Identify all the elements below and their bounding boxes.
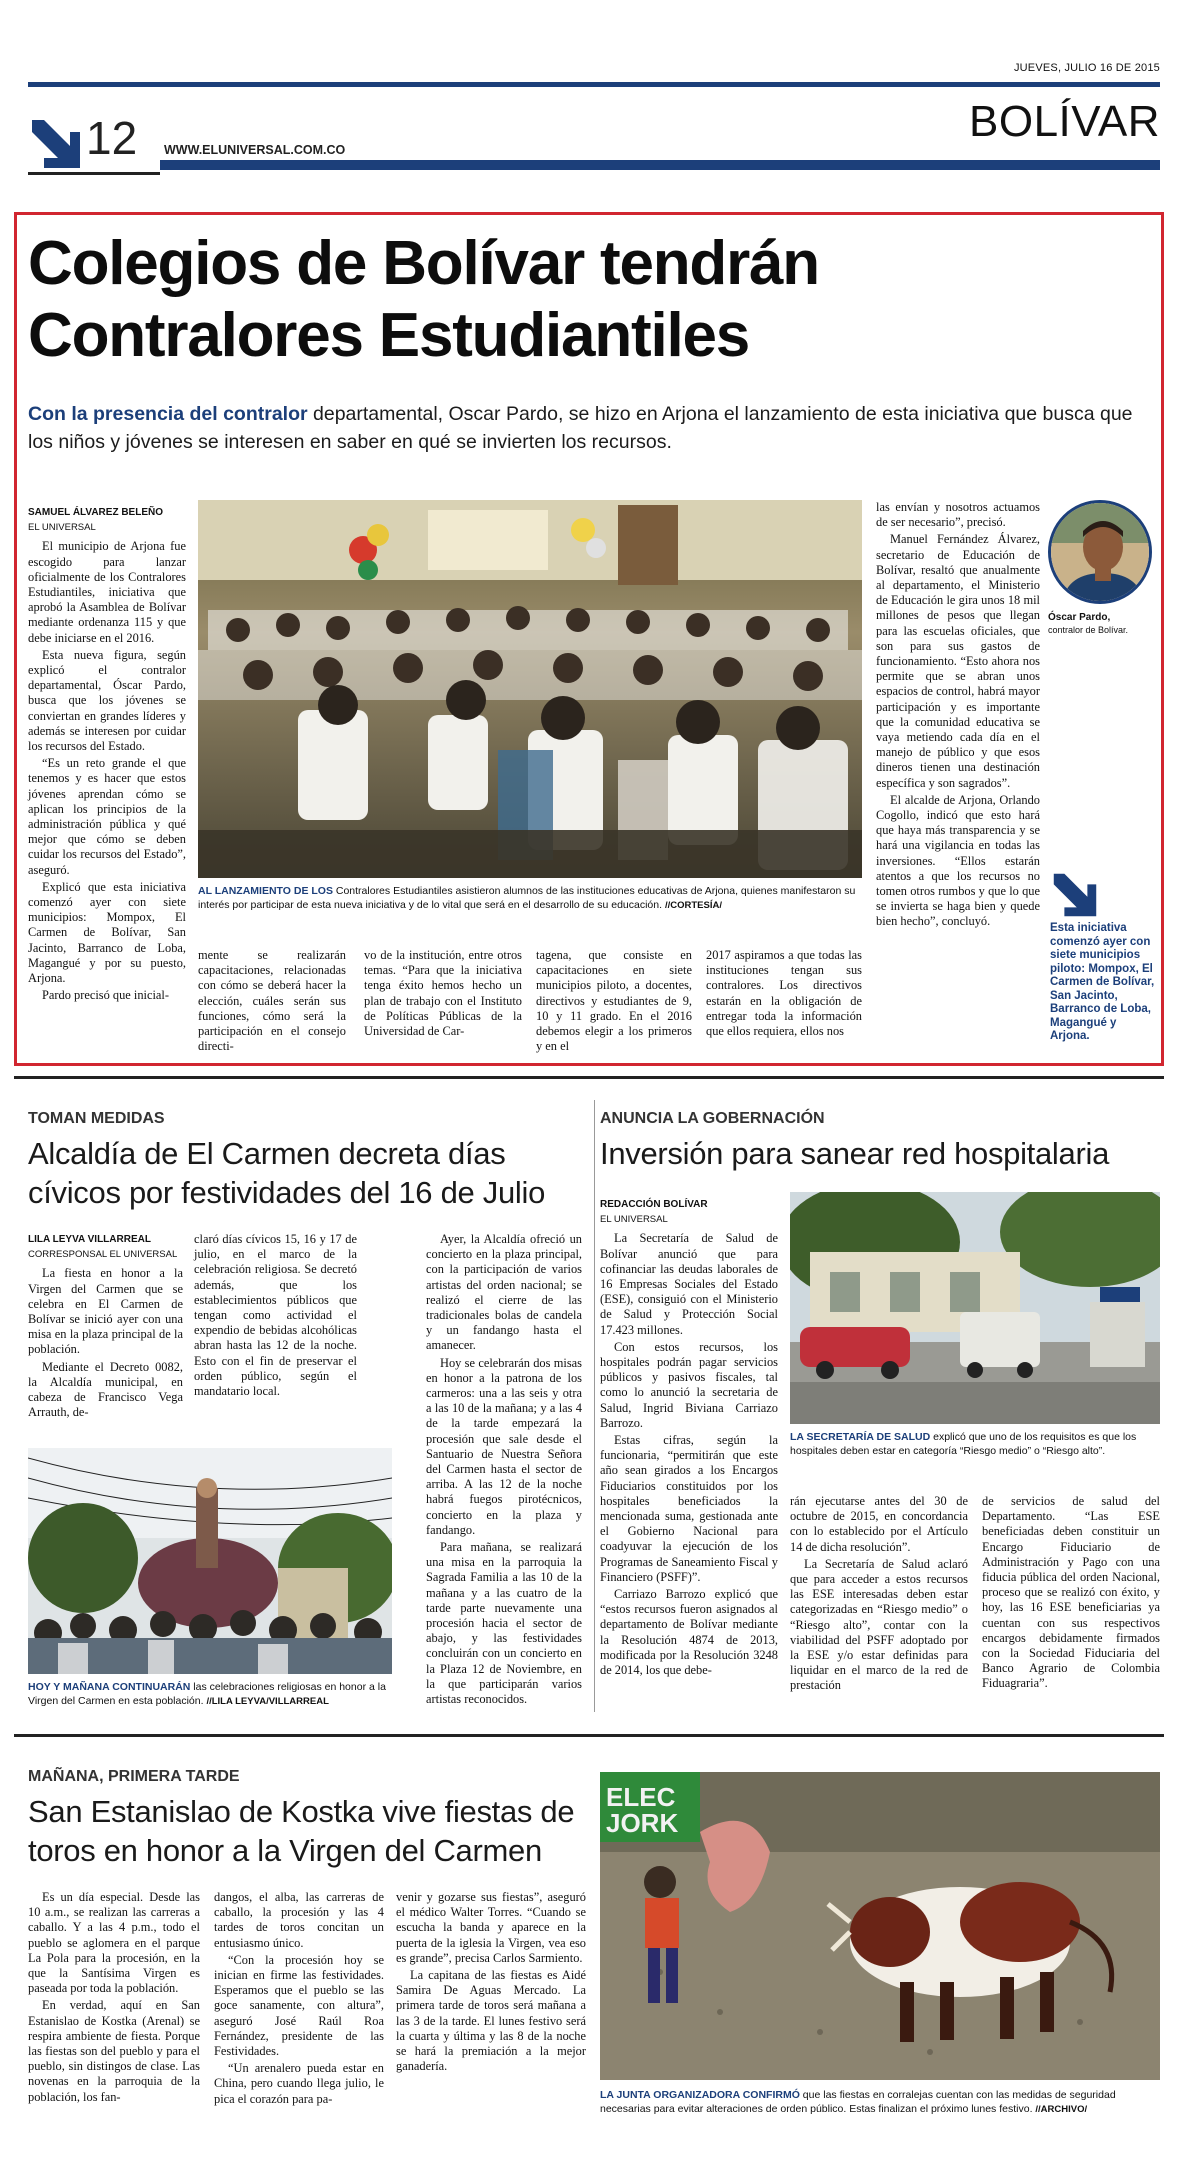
carmen-byline: LILA LEYVA VILLARREAL xyxy=(28,1234,151,1245)
caption-text: las celebraciones religiosas en honor a la Virgen del Carmen en esta población. xyxy=(28,1681,386,1707)
paragraph: Para mañana, se realizará una misa en la parroquia la Sagrada Familia a las 10 de la mañana y a las cuatro de la tarde parte nuevamente una procesión hacia el sector de abajo, y las festividades concluirán con un concierto en la Plaza 12 de Noviembre, en la que participarán varios artistas reconocidos. xyxy=(426,1540,582,1707)
caption-lead: HOY Y MAÑANA CONTINUARÁN xyxy=(28,1681,191,1693)
paragraph: las envían y nosotros actuamos de ser necesario”, precisó. xyxy=(876,500,1040,530)
main-deck-lead: Con la presencia del contralor xyxy=(28,403,308,425)
photo-credit: //CORTESÍA/ xyxy=(664,900,722,911)
main-deck-rest: departamental, Oscar Pardo, se hizo en Arjona el lanzamiento de esta iniciativa que busca que los niños y jóvenes se interesen en saber en qué se invierten los recursos. xyxy=(28,403,1133,453)
masthead-bottom-rule xyxy=(160,160,1160,170)
main-headline xyxy=(28,228,819,372)
carmen-byline-org: CORRESPONSAL EL UNIVERSAL xyxy=(28,1249,178,1261)
toros-headline: San Estanislao de Kostka vive fiestas de toros en honor a la Virgen del Carmen xyxy=(28,1794,575,1868)
salud-byline: REDACCIÓN BOLÍVAR xyxy=(600,1199,708,1210)
paragraph: Es un día especial. Desde las 10 a.m., se realizan las carreras a caballo. Y a las 4 p.m., todo el pueblo se aglomera en el parque La Pola para la procesión, en la que la Santísima Virgen es paseada por toda la población. xyxy=(28,1890,200,1996)
main-byline-org: EL UNIVERSAL xyxy=(28,522,96,534)
toros-photo-bullfight xyxy=(600,1772,1160,2080)
paragraph: rán ejecutarse antes del 30 de octubre de 2015, en concordancia con lo establecido por el Artículo 14 de dicha resolución”. xyxy=(790,1494,968,1554)
toros-col-1 xyxy=(28,1890,200,2107)
toros-kicker: MAÑANA, PRIMERA TARDE xyxy=(28,1768,240,1785)
paragraph: La fiesta en honor a la Virgen del Carmen que se celebra en El Carmen de Bolívar se inició ayer con una misa en la plaza principal de la población. xyxy=(28,1266,183,1357)
carmen-headline: Alcaldía de El Carmen decreta días cívicos por festividades del 16 de Julio xyxy=(28,1136,546,1210)
paragraph: mente se realizarán capacitaciones, relacionadas con cómo se deberá hacer la elección, cuáles serán sus funciones, cómo será la participación en el consejo directi- xyxy=(198,948,346,1054)
portrait-name: Óscar Pardo, xyxy=(1048,612,1111,623)
caption-lead: LA SECRETARÍA DE SALUD xyxy=(790,1431,931,1443)
paragraph: Hoy se celebrarán dos misas en honor a la patrona de los carmeros: una a las seis y otra a las 10 de la mañana; y a las 4 de la tarde empezará la procesión que sale desde el Santuario de Nuestra Señora del Carmen hasta el sector de arriba. A las 12 de la noche habrá fuegos pirotécnicos, concierto en la plaza y fandango. xyxy=(426,1355,582,1537)
paragraph: 2017 aspiramos a que todas las instituciones tengan sus contralores. Los directivos estarán en la obligación de entregar toda la información que ellos requiera, ellos nos xyxy=(706,948,862,1039)
masthead-date: JUEVES, JULIO 16 DE 2015 xyxy=(1013,62,1160,74)
caption-lead: LA JUNTA ORGANIZADORA CONFIRMÓ xyxy=(600,2089,800,2101)
main-col-2 xyxy=(198,948,346,1056)
paragraph: claró días cívicos 15, 16 y 17 de julio, en el marco de la celebración religiosa. Se decretó además, que los establecimientos públicos que tengan como actividad el expendio de bebidas alcohólicas abran hasta las 12 de la noche. Esto con el fin de preservar el orden público, según el mandatario local. xyxy=(194,1232,357,1399)
paragraph: Pardo precisó que inicial- xyxy=(42,988,169,1003)
caption-text: explicó que uno de los requisitos es que los hospitales deben estar en categoría “Riesgo medio” o “Riesgo alto”. xyxy=(790,1431,1137,1457)
masthead-top-rule xyxy=(28,82,1160,87)
toros-col-2 xyxy=(214,1890,384,2109)
page-number-rule xyxy=(28,172,160,175)
carmen-photo-caption xyxy=(28,1680,398,1709)
caption-lead: AL LANZAMIENTO DE LOS xyxy=(198,885,333,897)
main-deck xyxy=(28,400,1138,456)
paragraph: vo de la institución, entre otros temas. “Para que la iniciativa tenga éxito hemos hecho un plan de trabajo con el Instituto de Políticas Públicas de la Universidad de Car- xyxy=(364,948,522,1039)
main-photo-caption xyxy=(198,884,862,913)
paragraph: Manuel Fernández Álvarez, secretario de Educación de Bolívar, resaltó que anualmente al departamento, el Ministerio de Educación le gira unos 18 mil millones de pesos que llegan para las escuelas oficiales, que son para sus gastos de funcionamiento. “Esto ahora nos permite que se abran unos espacios de control, habrá mayor participación y es importante que la comunidad educativa se vaya metiendo cada día en el manejo de público y que esos dineros tienen una destinación específica y son sagrados”. xyxy=(876,532,1040,790)
main-headline-line1: Colegios de Bolívar tendrán xyxy=(28,229,819,298)
section-divider xyxy=(14,1734,1164,1737)
paragraph: La Secretaría de Salud de Bolívar anunció que para cofinanciar las deudas laborales de 16 Empresas Sociales del Estado (ESE), consiguió con el Ministerio de Salud y Protección Social 17.423 millones. xyxy=(600,1231,778,1337)
caption-text: Contralores Estudiantiles asistieron alumnos de las instituciones educativas de Arjona, quienes manifestaron su interés por participar de esta nueva iniciativa y de lo vital que será en el desarrollo de su educación. xyxy=(198,885,856,911)
main-col-1 xyxy=(28,505,186,1006)
paragraph: tagena, que consiste en capacitaciones en siete municipios piloto, a docentes, directivos y estudiantes de 9, 10 y 11 grado. En el 2016 debemos elegir a los primeros y en el xyxy=(536,948,692,1054)
paragraph: “Es un reto grande el que tenemos y es hacer que estos jóvenes aprendan cómo se aplican los principios de la administración pública y qué mejor que cómo se deben cuidar los recursos del Estado”, aseguró. xyxy=(28,756,186,877)
paragraph: El municipio de Arjona fue escogido para lanzar oficialmente de los Contralores Estudiantiles, iniciativa que aprobó la Asamblea de Bolívar mediante ordenanza 115 y que debe iniciarse en el 2016. xyxy=(28,539,186,645)
portrait-caption xyxy=(1048,612,1158,637)
page-arrow-icon xyxy=(30,118,82,170)
paragraph: “Un arenalero pueda estar en China, pero cuando llega julio, le pica el corazón para pa- xyxy=(214,2061,384,2106)
carmen-kicker: TOMAN MEDIDAS xyxy=(28,1110,165,1127)
paragraph: En verdad, aquí en San Estanislao de Kostka (Arenal) se respira ambiente de fiesta. Porque las fiestas son del pueblo y para el pueblo, sin distingos de clase. Las novenas en la parroquia de la población, los fan- xyxy=(28,1998,200,2104)
paragraph: “Con la procesión hoy se inician en firme las festividades. Esperamos que el pueblo se las goce sanamente, con altura”, aseguró José Raúl Roa Fernández, presidente de las Festividades. xyxy=(214,1952,384,2059)
salud-photo-street xyxy=(790,1192,1160,1424)
salud-byline-org: EL UNIVERSAL xyxy=(600,1214,668,1226)
main-col-4 xyxy=(536,948,692,1056)
toros-photo-caption xyxy=(600,2088,1160,2117)
paragraph: Ayer, la Alcaldía ofreció un concierto en la plaza principal, con la participación de varios artistas del orden nacional; se realizó el cierre de las tradicionales bolas de candela y un fandango hasta el amanecer. xyxy=(426,1232,582,1353)
toros-col-3 xyxy=(396,1890,586,2076)
paragraph: Estas cifras, según la funcionaria, “permitirán que este año sean girados a los Encargos Fiduciarios constituidos por los hospitales beneficiados la mencionada suma, gestionada ante el Gobierno Nacional para coadyuvar la ejecución de los Programas de Saneamiento Fiscal y Financiero (PSFF)”. xyxy=(600,1433,778,1584)
carmen-photo-procession xyxy=(28,1448,392,1674)
photo-credit: //LILA LEYVA/VILLARREAL xyxy=(206,1696,329,1707)
salud-headline: Inversión para sanear red hospitalaria xyxy=(600,1136,1110,1171)
toros-sign-text: ELEC JORK xyxy=(606,1782,679,1838)
main-byline: SAMUEL ÁLVAREZ BELEÑO xyxy=(28,507,164,518)
main-col-5 xyxy=(706,948,862,1041)
paragraph: Mediante el Decreto 0082, la Alcaldía municipal, en cabeza de Francisco Vega Arrauth, de- xyxy=(28,1359,183,1420)
salud-kicker: ANUNCIA LA GOBERNACIÓN xyxy=(600,1110,825,1127)
paragraph: Con estos recursos, los hospitales podrán pagar servicios públicos y pasivos fiscales, tal como lo anunció la secretaria de Salud, Ingrid Biviana Carriazo Barrozo. xyxy=(600,1339,778,1430)
sidebar-note: Esta iniciativa comenzó ayer con siete municipios piloto: Mompox, El Carmen de Bolívar, San Jacinto, Barranco de Loba, Magangué y Arjona. xyxy=(1050,922,1155,1042)
caption-text: que las fiestas en corralejas cuentan con las medidas de seguridad necesarias para evitar alteraciones de orden público. Estas finalizan el próximo lunes festivo. xyxy=(600,2089,1116,2115)
page-number: 12 xyxy=(86,112,138,164)
paragraph: Explicó que esta iniciativa comenzó ayer con siete municipios: Mompox, El Carmen de Bolívar, San Jacinto, Barranco de Loba, Magangué y por su puesto, Arjona. xyxy=(28,879,186,986)
photo-credit: //ARCHIVO/ xyxy=(1035,2104,1088,2115)
column-divider xyxy=(594,1100,595,1712)
paragraph: Carriazo Barrozo explicó que “estos recursos fueron asignados al departamento de Bolívar mediante la Resolución 4874 de 2013, modificada por la Resolución 3248 de 2014, los que debe- xyxy=(600,1587,778,1678)
paragraph: de servicios de salud del Departamento. “Las ESE beneficiadas deben constituir un Encargo Fiduciario de Administración y Pago con una fiducia pública del orden Nacional, proceso que se realizó con éxito, y hoy, las 16 ESE beneficiarias ya cuentan con sus respectivos encargos debidamente firmados con la Sociedad Fiduciaria del Banco Agrario de Colombia Fiduagraria”. xyxy=(982,1494,1160,1691)
main-headline-line2: Contralores Estudiantiles xyxy=(28,301,750,370)
sidebar-arrow-icon xyxy=(1052,872,1098,918)
paragraph: La Secretaría de Salud aclaró que para acceder a estos recursos las ESE interesadas deben estar categorizadas en “Riesgo medio” o “Riesgo alto”, contar con la viabilidad del PSFF adoptado por la ESE y/o estar definidas para liquidar en el marco de la red de prestación xyxy=(790,1556,968,1693)
portrait-title: contralor de Bolívar. xyxy=(1048,625,1129,635)
section-title: BOLÍVAR xyxy=(969,97,1160,146)
salud-col-3 xyxy=(982,1494,1160,1694)
carmen-col-2 xyxy=(194,1232,357,1401)
paragraph: venir y gozarse sus fiestas”, aseguró el médico Walter Torres. “Cuando se escucha la banda y aparece en la puerta de la iglesia la Virgen, vea eso es grande”, precisa Carlos Sarmiento. xyxy=(396,1890,586,1965)
salud-photo-caption xyxy=(790,1430,1160,1458)
website-link[interactable]: WWW.ELUNIVERSAL.COM.CO xyxy=(164,143,346,157)
paragraph: El alcalde de Arjona, Orlando Cogollo, indicó que esto hará que haya más transparencia y se hará una vigilancia en todas las inversiones. “Ellos estarán atentos a que los recursos no tomen otros rumbos y que lo que se invierta se haga bien y quede bien hecho”, concluyó. xyxy=(876,792,1040,929)
carmen-col-1 xyxy=(28,1232,183,1422)
paragraph: dangos, el alba, las carreras de caballo, la procesión y las 4 tardes de toros concitan un entusiasmo único. xyxy=(214,1890,384,1950)
carmen-col-3 xyxy=(426,1232,582,1709)
main-photo-audience xyxy=(198,500,862,878)
salud-col-1 xyxy=(600,1197,778,1680)
main-col-3 xyxy=(364,948,522,1041)
main-col-6 xyxy=(876,500,1040,932)
section-divider xyxy=(14,1076,1164,1079)
paragraph: La capitana de las fiestas es Aidé Samira De Aguas Mercado. La primera tarde de toros será mañana a las 3 de la tarde. El lunes festivo será la cuarta y última y las 8 de la noche se hará la premiación a la mejor ganadería. xyxy=(396,1968,586,2074)
portrait-oscar-pardo xyxy=(1048,500,1152,604)
paragraph: Esta nueva figura, según explicó el contralor departamental, Óscar Pardo, busca que los jóvenes se conviertan en grandes líderes y además se interesen por cuidar los recursos del Estado. xyxy=(28,647,186,754)
salud-col-2 xyxy=(790,1494,968,1696)
